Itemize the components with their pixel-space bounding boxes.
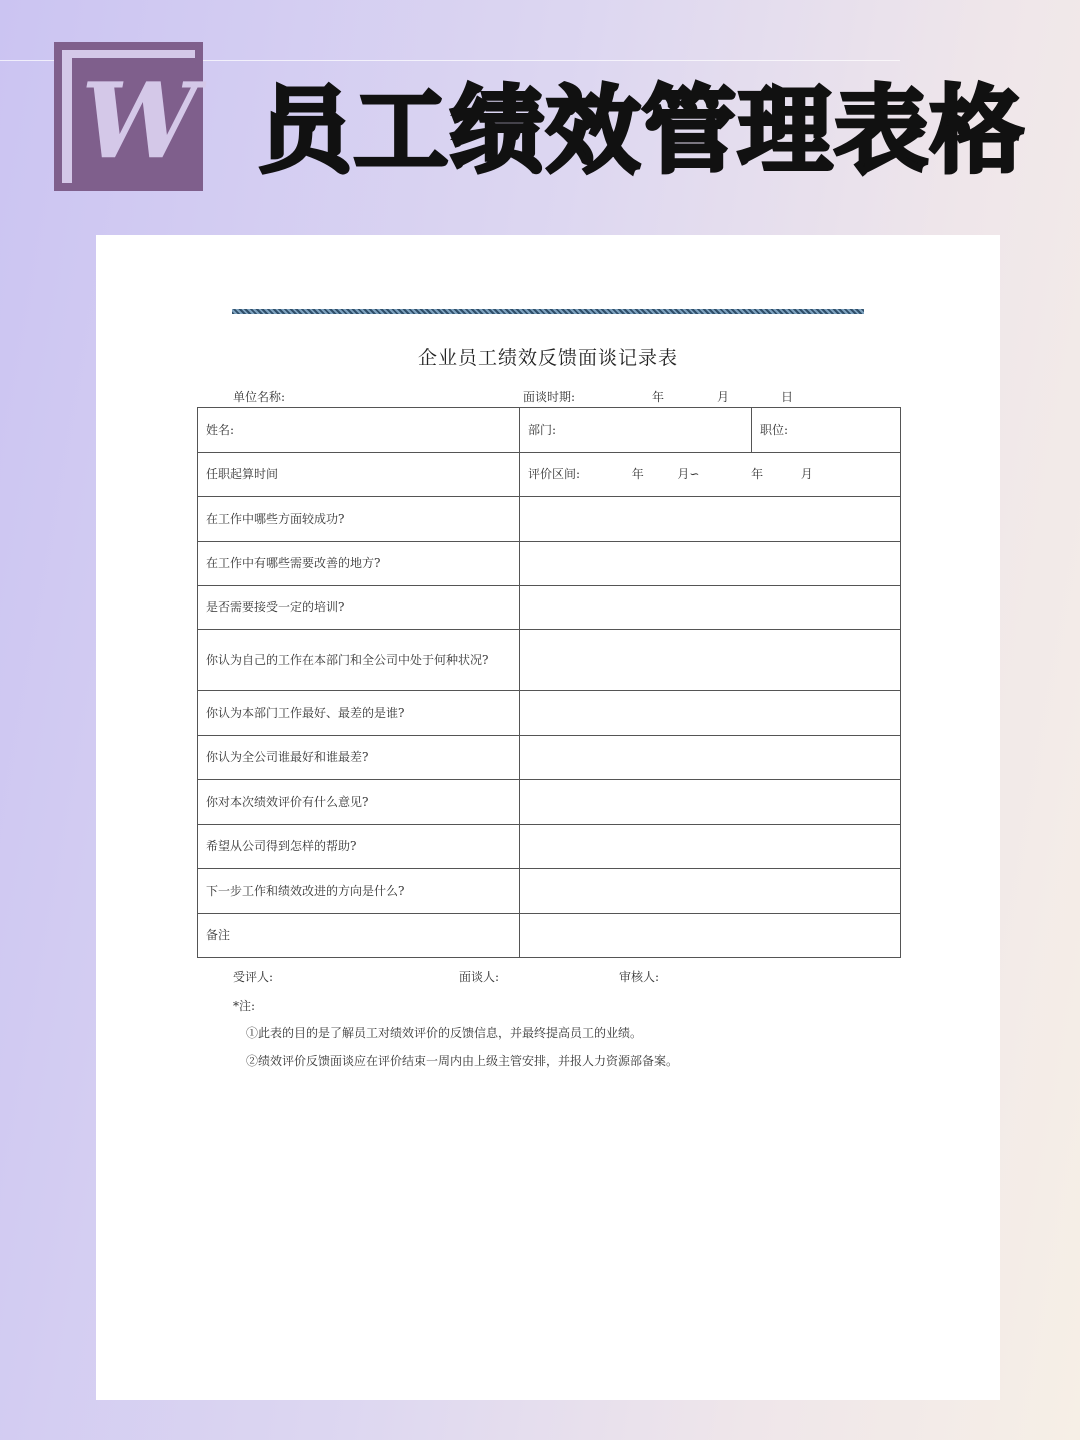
document-page: [96, 235, 1000, 1400]
table-row: [198, 586, 901, 630]
period-year-end: 年: [751, 467, 764, 481]
interview-month-label: 月: [717, 390, 730, 404]
answer-cell[interactable]: [520, 869, 901, 914]
period-year-start: 年: [631, 467, 644, 481]
document-header-rule: [232, 309, 864, 314]
reviewer-signature-label: 审核人:: [619, 970, 660, 984]
banner-title: 员工绩效管理表格: [258, 76, 1027, 186]
table-row: [198, 630, 901, 691]
evaluation-period-label: 评价区间:: [528, 467, 581, 481]
question-label: 在工作中哪些方面较成功?: [198, 497, 520, 542]
table-row: [198, 780, 901, 825]
start-date-label: 任职起算时间: [198, 453, 520, 497]
table-row: [198, 736, 901, 780]
table-row: [198, 691, 901, 736]
interview-date-label: 面谈时期:: [523, 390, 576, 404]
table-row: [198, 914, 901, 958]
table-row: [198, 542, 901, 586]
answer-cell[interactable]: [520, 825, 901, 869]
question-label: 你认为自己的工作在本部门和全公司中处于何种状况?: [198, 630, 520, 691]
document-title: 企业员工绩效反馈面谈记录表: [417, 347, 678, 369]
table-row: [198, 408, 901, 453]
question-label: 是否需要接受一定的培训?: [198, 586, 520, 630]
word-logo-icon: [54, 42, 203, 191]
answer-cell[interactable]: [520, 586, 901, 630]
feedback-form-table: [197, 407, 901, 958]
question-label: 希望从公司得到怎样的帮助?: [198, 825, 520, 869]
evaluation-period-field[interactable]: [520, 453, 901, 497]
period-month-end: 月: [800, 467, 813, 481]
question-label: 在工作中有哪些需要改善的地方?: [198, 542, 520, 586]
position-field[interactable]: 职位:: [752, 408, 901, 453]
table-row: [198, 825, 901, 869]
interview-year-label: 年: [652, 390, 665, 404]
table-row: [198, 497, 901, 542]
question-label: 下一步工作和绩效改进的方向是什么?: [198, 869, 520, 914]
note-item: ①此表的目的是了解员工对绩效评价的反馈信息，并最终提高员工的业绩。: [246, 1026, 643, 1040]
answer-cell[interactable]: [520, 630, 901, 691]
answer-cell[interactable]: [520, 691, 901, 736]
question-label: 你认为本部门工作最好、最差的是谁?: [198, 691, 520, 736]
question-label: 你对本次绩效评价有什么意见?: [198, 780, 520, 825]
interview-day-label: 日: [781, 390, 794, 404]
period-month-start: 月∽: [677, 467, 700, 481]
answer-cell[interactable]: [520, 497, 901, 542]
word-logo-letter: W: [72, 58, 201, 183]
remarks-label: 备注: [198, 914, 520, 958]
answer-cell[interactable]: [520, 780, 901, 825]
note-item: ②绩效评价反馈面谈应在评价结束一周内由上级主管安排，并报人力资源部备案。: [246, 1054, 679, 1068]
notes-heading: *注:: [233, 999, 256, 1013]
question-label: 你认为全公司谁最好和谁最差?: [198, 736, 520, 780]
unit-name-label: 单位名称:: [233, 390, 286, 404]
name-field[interactable]: 姓名:: [198, 408, 520, 453]
interviewer-signature-label: 面谈人:: [459, 970, 500, 984]
answer-cell[interactable]: [520, 736, 901, 780]
remarks-cell[interactable]: [520, 914, 901, 958]
department-field[interactable]: 部门:: [520, 408, 752, 453]
answer-cell[interactable]: [520, 542, 901, 586]
appraisee-signature-label: 受评人:: [233, 970, 274, 984]
table-row: [198, 453, 901, 497]
table-row: [198, 869, 901, 914]
